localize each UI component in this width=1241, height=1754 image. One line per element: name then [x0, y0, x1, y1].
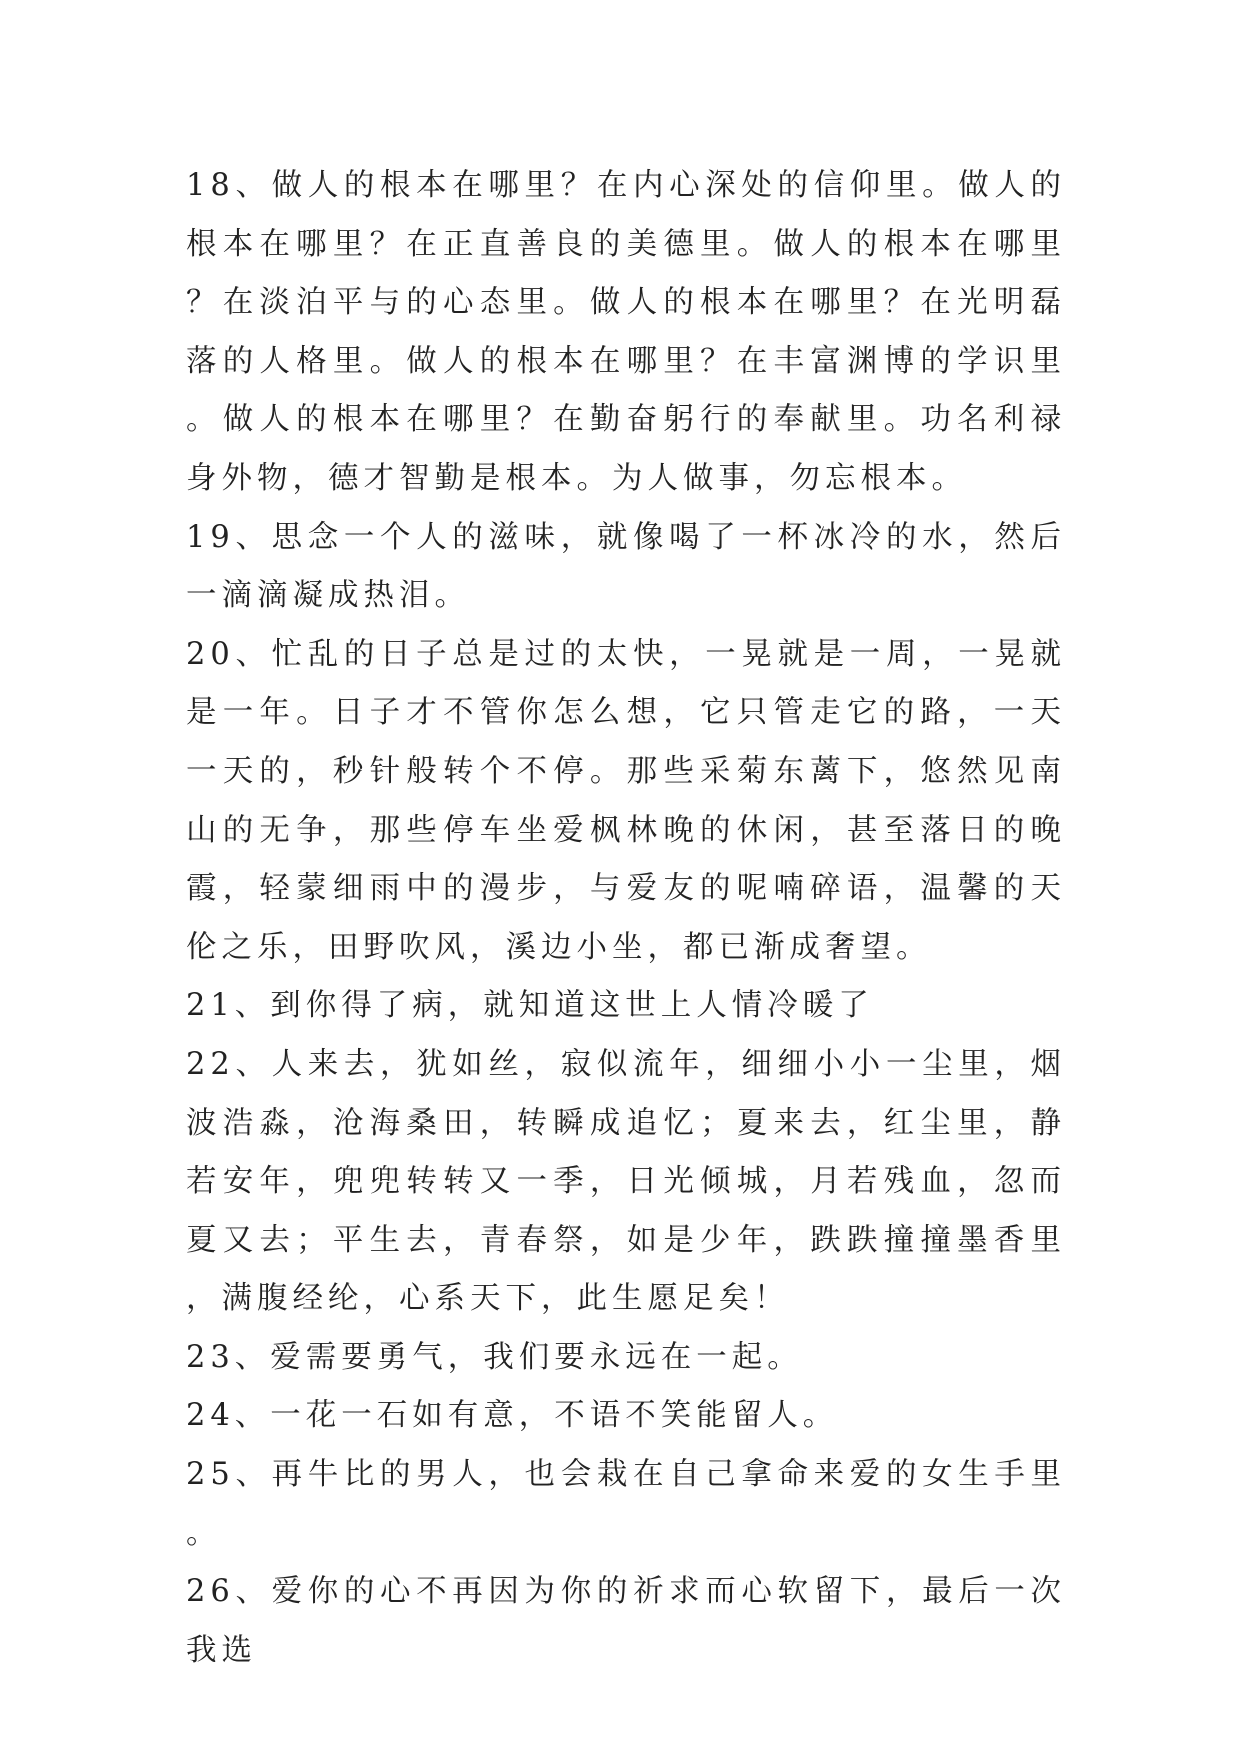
paragraph-18: 18、做人的根本在哪里？在内心深处的信仰里。做人的根本在哪里？在正直善良的美德里。做人的根本在哪里？在淡泊平与的心态里。做人的根本在哪里？在光明磊落的人格里。做人的根本在哪里？在丰富渊博的学识里。做人的根本在哪里？在勤奋躬行的奉献里。功名利禄身外物，德才智勤是根本。为人做事，勿忘根本。	[186, 168, 1066, 496]
paragraph-22: 22、人来去，犹如丝，寂似流年，细细小小一尘里，烟波浩淼，沧海桑田，转瞬成追忆；夏来去，红尘里，静若安年，兜兜转转又一季，日光倾城，月若残血，忽而夏又去；平生去，青春祭，如是少年，跌跌撞撞墨香里，满腹经纶，心系天下，此生愿足矣！	[186, 1046, 1066, 1317]
paragraph-25: 25、再牛比的男人，也会栽在自己拿命来爱的女生手里。	[186, 1457, 1066, 1551]
paragraph-23: 23、爱需要勇气，我们要永远在一起。	[186, 1339, 803, 1375]
paragraph-21: 21、到你得了病，就知道这世上人情冷暖了	[186, 988, 874, 1024]
paragraph-19: 19、思念一个人的滋味，就像喝了一杯冰冷的水，然后一滴滴凝成热泪。	[186, 519, 1066, 614]
paragraph-20: 20、忙乱的日子总是过的太快，一晃就是一周，一晃就是一年。日子才不管你怎么想，它只管走它的路，一天一天的，秒针般转个不停。那些采菊东蓠下，悠然见南山的无争，那些停车坐爱枫林晚的休闲，甚至落日的晚霞，轻蒙细雨中的漫步，与爱友的呢喃碎语，温馨的天伦之乐，田野吹风，溪边小坐，都已渐成奢望。	[186, 636, 1066, 965]
document-body	[186, 157, 1066, 1680]
paragraph-24: 24、一花一石如有意，不语不笑能留人。	[186, 1398, 839, 1434]
paragraph-26: 26、爱你的心不再因为你的祈求而心软留下，最后一次我选	[186, 1574, 1066, 1668]
